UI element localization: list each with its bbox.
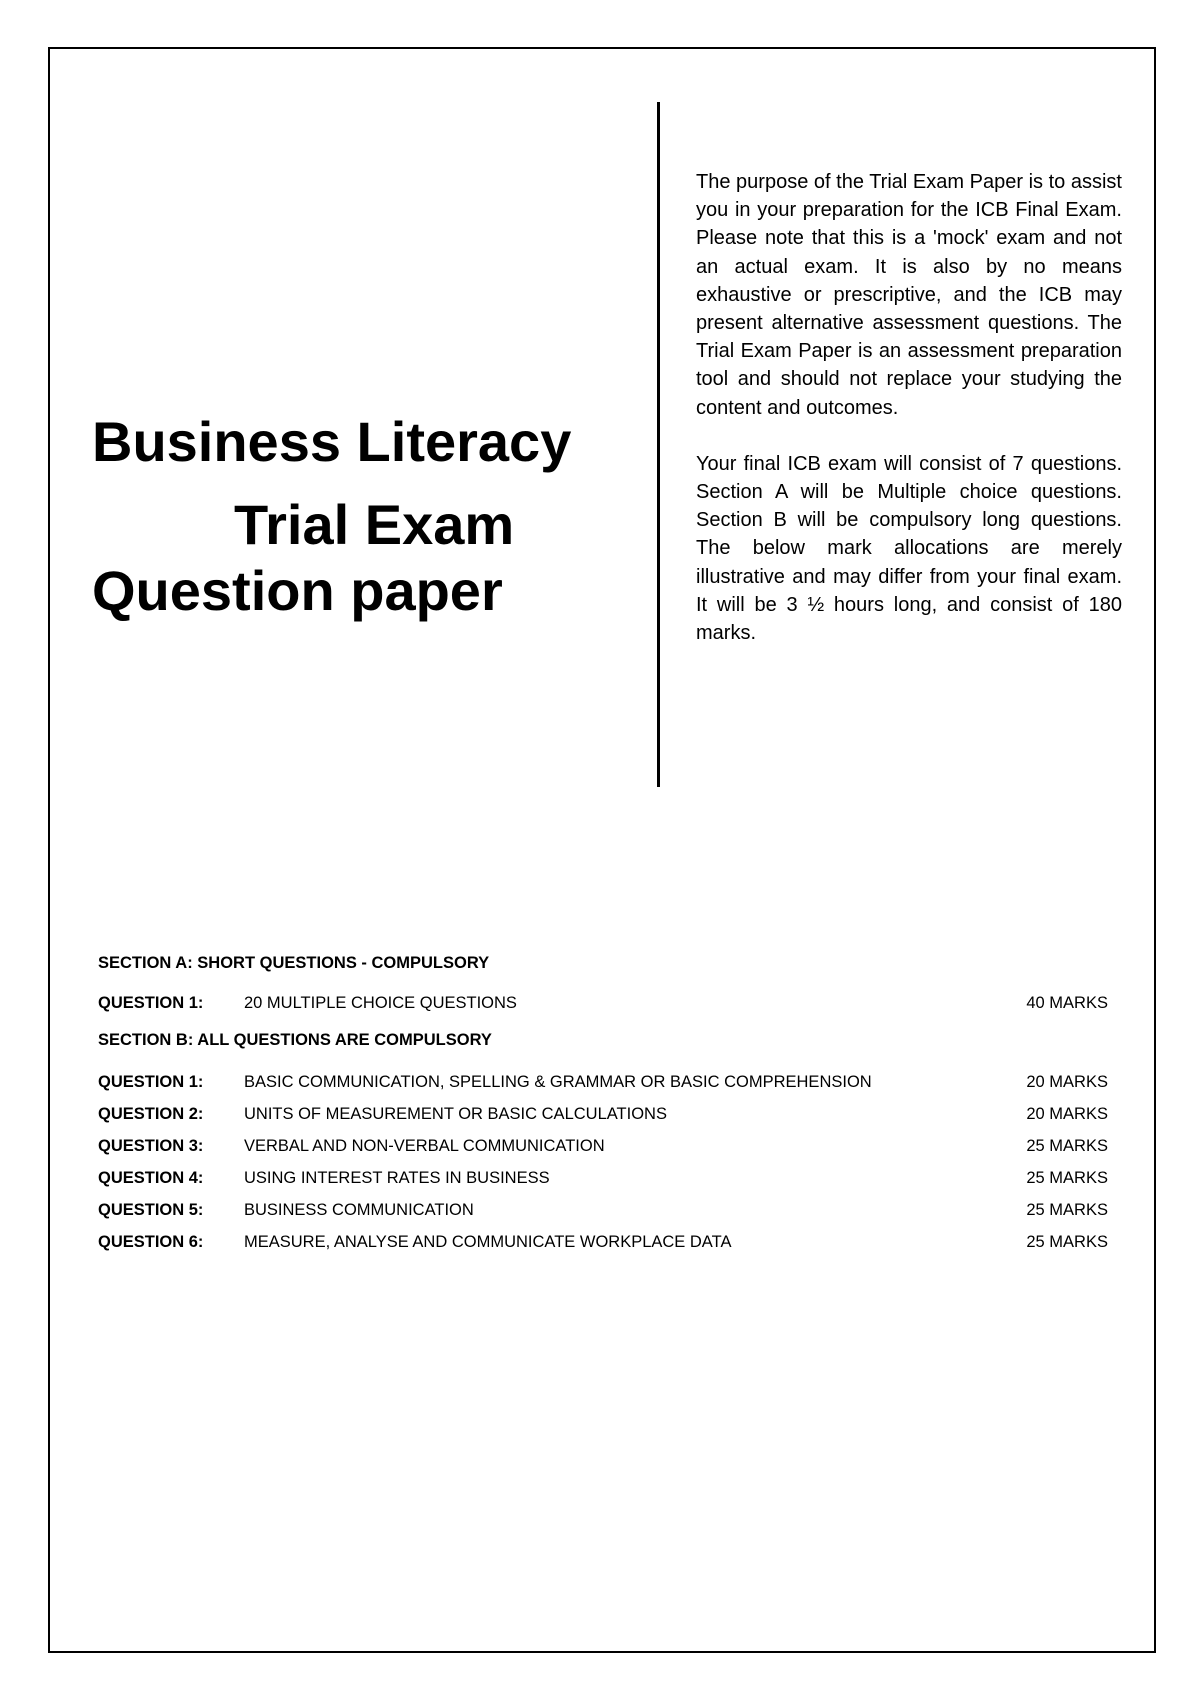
question-description: UNITS OF MEASUREMENT OR BASIC CALCULATIONS — [244, 1105, 667, 1123]
question-label: QUESTION 1: — [98, 1073, 204, 1091]
question-label: QUESTION 6: — [98, 1233, 204, 1251]
question-description: BASIC COMMUNICATION, SPELLING & GRAMMAR OR BASIC COMPREHENSION — [244, 1073, 872, 1091]
section-b-question-row — [98, 1232, 1110, 1252]
subtitle-line-2: Question paper — [92, 559, 503, 622]
question-label: QUESTION 2: — [98, 1105, 204, 1123]
question-marks: 25 MARKS — [1026, 1233, 1108, 1251]
question-description: BUSINESS COMMUNICATION — [244, 1201, 474, 1219]
question-overview — [98, 953, 1110, 1252]
intro-paragraph-exam-info: Your final ICB exam will consist of 7 questions. Section A will be Multiple choice questions. Section B will be compulsory long questions. The below mark allocations are merely illustrative and may differ from your final exam. It will be 3 ½ hours long, and consist of 180 marks. — [696, 452, 1122, 645]
question-marks: 25 MARKS — [1026, 1137, 1108, 1155]
question-marks: 25 MARKS — [1026, 1169, 1108, 1187]
question-description: 20 MULTIPLE CHOICE QUESTIONS — [244, 994, 517, 1012]
section-b-question-row — [98, 1104, 1110, 1124]
question-marks: 20 MARKS — [1026, 1105, 1108, 1123]
intro-paragraph-purpose: The purpose of the Trial Exam Paper is to assist you in your preparation for the ICB Final Exam. Please note that this is a 'mock' exam and not an actual exam. It is also by no means exhaustive or prescriptive, and the ICB may present alternative assessment questions. The Trial Exam Paper is an assessment preparation tool and should not replace your studying the content and outcomes. — [696, 171, 1122, 419]
question-description: USING INTEREST RATES IN BUSINESS — [244, 1169, 550, 1187]
section-b-question-row — [98, 1072, 1110, 1092]
question-marks: 20 MARKS — [1026, 1073, 1108, 1091]
title-block — [92, 410, 652, 624]
section-b-question-row — [98, 1200, 1110, 1220]
document-title: Business Literacy — [92, 410, 572, 473]
section-b-heading: SECTION B: ALL QUESTIONS ARE COMPULSORY — [98, 1031, 492, 1049]
question-description: VERBAL AND NON-VERBAL COMMUNICATION — [244, 1137, 605, 1155]
document-subtitle — [92, 492, 652, 624]
vertical-divider — [657, 102, 660, 787]
question-label: QUESTION 3: — [98, 1137, 204, 1155]
question-description: MEASURE, ANALYSE AND COMMUNICATE WORKPLACE DATA — [244, 1233, 732, 1251]
question-label: QUESTION 4: — [98, 1169, 204, 1187]
question-marks: 40 MARKS — [1026, 994, 1108, 1012]
question-marks: 25 MARKS — [1026, 1201, 1108, 1219]
section-a-question-row — [98, 993, 1110, 1013]
section-b-question-row — [98, 1136, 1110, 1156]
subtitle-line-1: Trial Exam — [234, 493, 515, 556]
section-b-question-row — [98, 1168, 1110, 1188]
question-label: QUESTION 5: — [98, 1201, 204, 1219]
question-label: QUESTION 1: — [98, 994, 204, 1012]
intro-text — [696, 168, 1122, 675]
section-a-heading: SECTION A: SHORT QUESTIONS - COMPULSORY — [98, 954, 490, 972]
